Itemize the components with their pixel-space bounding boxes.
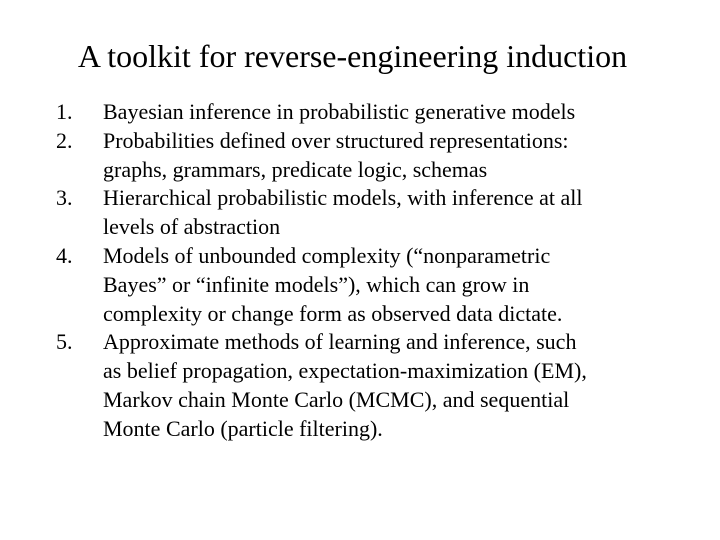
list-item-number: 4. — [56, 242, 73, 268]
list-item-number: 3. — [56, 185, 73, 211]
list-item-line: Markov chain Monte Carlo (MCMC), and sequential — [103, 386, 570, 412]
slide-title: A toolkit for reverse-engineering induction — [77, 38, 628, 74]
list-item-line: graphs, grammars, predicate logic, schemas — [103, 156, 488, 182]
numbered-list — [56, 98, 696, 444]
list-item-line: Bayesian inference in probabilistic generative models — [103, 99, 576, 124]
list-item-number: 2. — [56, 127, 73, 153]
list-item-line: complexity or change form as observed data dictate. — [103, 300, 563, 326]
list-item-number: 5. — [56, 329, 73, 355]
list-item-line: Bayes” or “infinite models”), which can grow in — [103, 271, 530, 297]
list-item — [56, 328, 696, 443]
list-item-line: Monte Carlo (particle filtering). — [103, 415, 383, 441]
list-item-line: Models of unbounded complexity (“nonparametric — [103, 242, 551, 268]
list-item — [56, 184, 696, 242]
list-item-line: Probabilities defined over structured representations: — [103, 127, 569, 153]
list-item — [56, 98, 696, 127]
list-item-line: as belief propagation, expectation-maximization (EM), — [103, 358, 587, 384]
list-item-line: Hierarchical probabilistic models, with inference at all — [103, 185, 583, 211]
list-item-number: 1. — [56, 99, 73, 124]
list-item-line: Approximate methods of learning and inference, such — [103, 329, 577, 355]
list-item — [56, 242, 696, 328]
list-item — [56, 127, 696, 185]
list-item-line: levels of abstraction — [103, 214, 281, 240]
